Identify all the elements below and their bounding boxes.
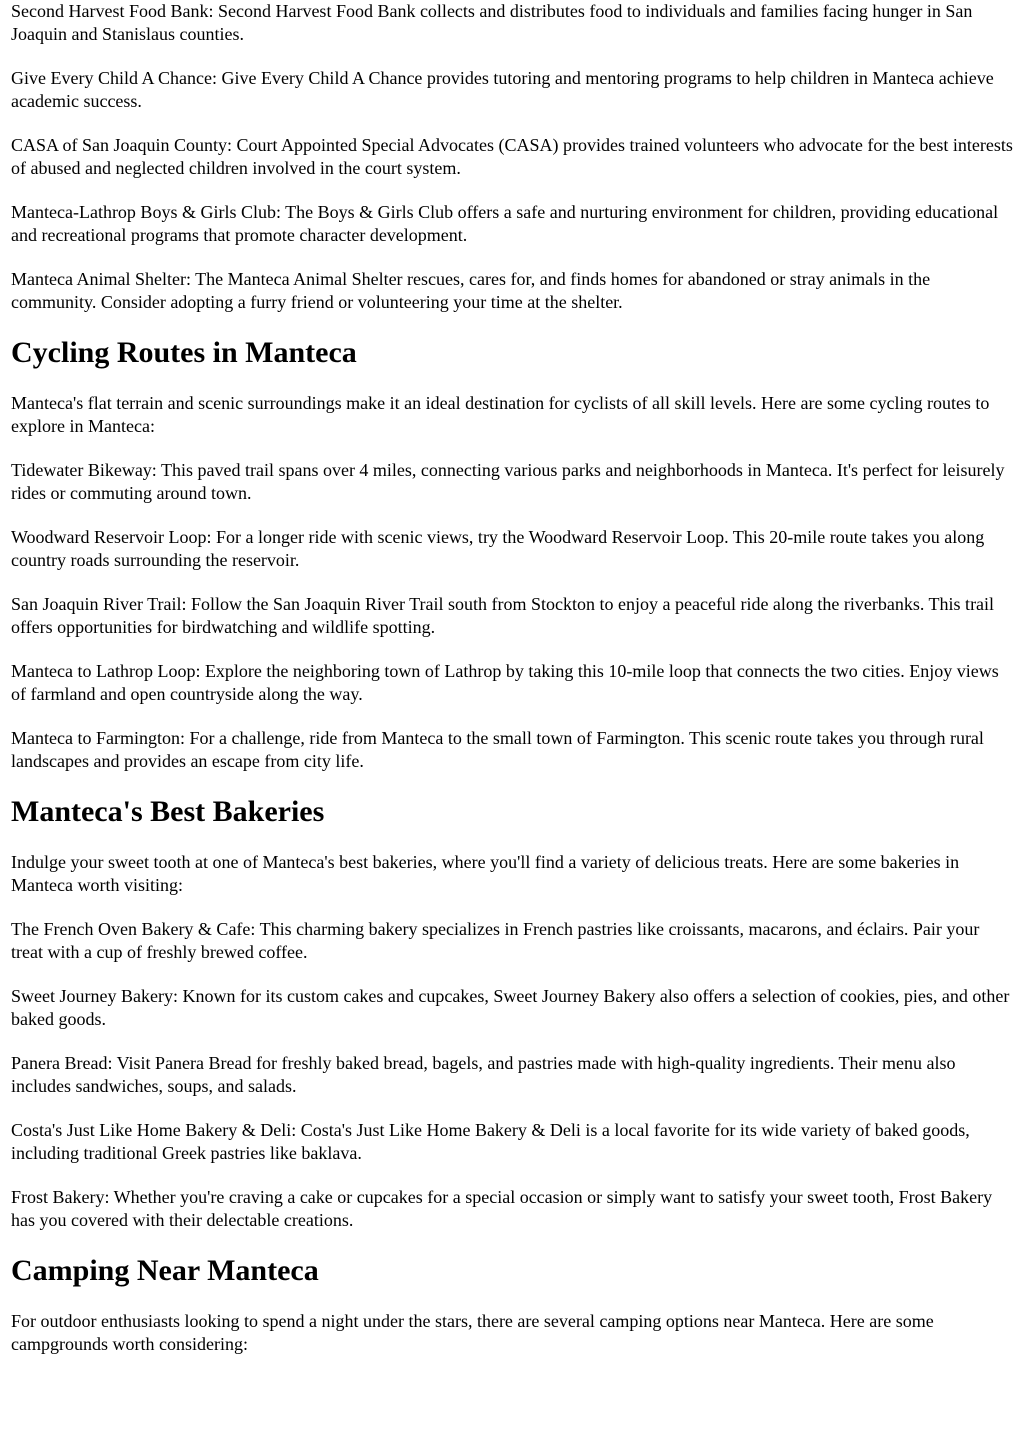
- section-heading: Manteca's Best Bakeries: [11, 795, 325, 828]
- paragraph: Manteca to Farmington: For a challenge, ride from Manteca to the small town of Farmington. This scenic route takes you through rural landscapes and provides an escape from city life.: [11, 728, 984, 771]
- paragraph: CASA of San Joaquin County: Court Appointed Special Advocates (CASA) provides trained volunteers who advocate for the best interests of abused and neglected children involved in the court system.: [11, 135, 1013, 178]
- paragraph: Second Harvest Food Bank: Second Harvest Food Bank collects and distributes food to individuals and families facing hunger in San Joaquin and Stanislaus counties.: [11, 1, 973, 44]
- section-cycling-routes: [11, 336, 1014, 773]
- section-bakeries: [11, 795, 1014, 1232]
- paragraph: San Joaquin River Trail: Follow the San Joaquin River Trail south from Stockton to enjoy a peaceful ride along the riverbanks. This trail offers opportunities for birdwatching and wildlife spotting.: [11, 594, 995, 637]
- paragraph: For outdoor enthusiasts looking to spend a night under the stars, there are several camping options near Manteca. Here are some campgrounds worth considering:: [11, 1311, 934, 1354]
- paragraph: Manteca-Lathrop Boys & Girls Club: The Boys & Girls Club offers a safe and nurturing environment for children, providing educational and recreational programs that promote character development.: [11, 202, 999, 245]
- paragraph: The French Oven Bakery & Cafe: This charming bakery specializes in French pastries like croissants, macarons, and éclairs. Pair your treat with a cup of freshly brewed coffee.: [11, 919, 980, 962]
- paragraph: Manteca Animal Shelter: The Manteca Animal Shelter rescues, cares for, and finds homes for abandoned or stray animals in the community. Consider adopting a furry friend or volunteering your time at the shelter.: [11, 269, 931, 312]
- paragraph: Panera Bread: Visit Panera Bread for freshly baked bread, bagels, and pastries made with high-quality ingredients. Their menu also includes sandwiches, soups, and salads.: [11, 1053, 956, 1096]
- paragraph: Indulge your sweet tooth at one of Manteca's best bakeries, where you'll find a variety of delicious treats. Here are some bakeries in Manteca worth visiting:: [11, 852, 960, 895]
- paragraph: Manteca to Lathrop Loop: Explore the neighboring town of Lathrop by taking this 10-mile loop that connects the two cities. Enjoy views of farmland and open countryside along the way.: [11, 661, 999, 704]
- section-camping: [11, 1254, 1014, 1356]
- paragraph: Give Every Child A Chance: Give Every Child A Chance provides tutoring and mentoring programs to help children in Manteca achieve academic success.: [11, 68, 994, 111]
- paragraph: Tidewater Bikeway: This paved trail spans over 4 miles, connecting various parks and neighborhoods in Manteca. It's perfect for leisurely rides or commuting around town.: [11, 460, 1005, 503]
- section-heading: Camping Near Manteca: [11, 1254, 319, 1287]
- paragraph: Woodward Reservoir Loop: For a longer ride with scenic views, try the Woodward Reservoir Loop. This 20-mile route takes you along country roads surrounding the reservoir.: [11, 527, 985, 570]
- paragraph: Frost Bakery: Whether you're craving a cake or cupcakes for a special occasion or simply want to satisfy your sweet tooth, Frost Bakery has you covered with their delectable creations.: [11, 1187, 993, 1230]
- section-charities: [11, 0, 1014, 314]
- paragraph: Manteca's flat terrain and scenic surroundings make it an ideal destination for cyclists of all skill levels. Here are some cycling routes to explore in Manteca:: [11, 393, 990, 436]
- section-heading: Cycling Routes in Manteca: [11, 336, 357, 369]
- paragraph: Sweet Journey Bakery: Known for its custom cakes and cupcakes, Sweet Journey Bakery also offers a selection of cookies, pies, and other baked goods.: [11, 986, 1010, 1029]
- paragraph: Costa's Just Like Home Bakery & Deli: Costa's Just Like Home Bakery & Deli is a local favorite for its wide variety of baked goods, including traditional Greek pastries like baklava.: [11, 1120, 970, 1163]
